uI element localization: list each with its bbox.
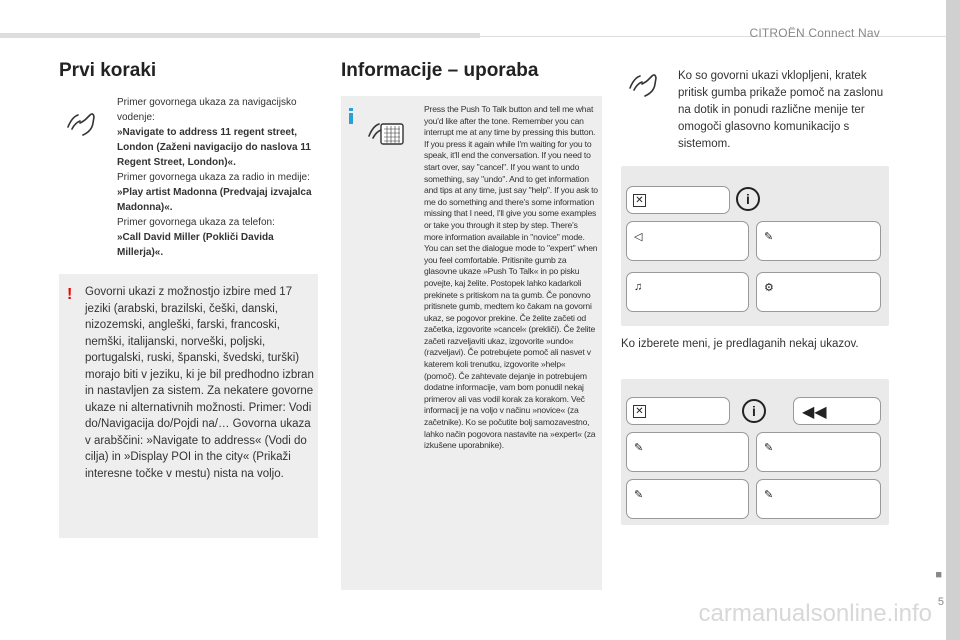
section-title-information-use: Informacije – uporaba [341,60,539,81]
info-icon[interactable]: i [742,399,766,423]
voice-help-description: Ko so govorni ukazi vklopljeni, kratek pritisk gumba prikaže pomoč na zaslonu na dotik in ponudi različne menije ter omogoči glasovno komunikacijo s sistemom. [678,70,884,150]
info-box [341,96,602,590]
menu-caption: Ko izberete meni, je predlaganih nekaj ukazov. [621,338,859,350]
pencil-icon: ✎ [764,231,774,243]
voice-command-examples [117,95,317,260]
push-to-talk-icon [62,103,98,139]
close-icon: ✕ [633,194,646,207]
close-button[interactable] [626,397,730,425]
media-menu-button[interactable] [626,272,749,312]
info-marker-icon [349,108,353,124]
edit-menu-button[interactable] [756,221,881,261]
settings-menu-button[interactable] [756,272,881,312]
info-text: Press the Push To Talk button and tell me what you'd like after the tone. Remember you can interrupt me at any time by pressing this button. If you press it again while I'm waiting for you to speak, it'll end the conversation. If you need to start over, say "cancel". If you want to undo something, say "undo". And to get information and tips at any time, just say "help". If you ask to me do something and there's some information missing that I need, I'll give you some examples or take you through it step by step. There's more information available in "novice" mode. You can set the dialogue mode to "expert" when you feel comfortable. Pritisnite gumb za glasovne ukaze »Push To Talk« in po pisku povejte, kaj želite. Postopek lahko kadarkoli prekinete s pritiskom na ta gumb. Če ponovno pritisnete gumb, medtem ko čakam na govorni ukaz, se pogovor prekine. Če želite začeti od začetka, izgovorite »cancel« (prekliči). Če želite začeti razveljaviti ukaz, izgovorite »undo« (razveljavi). Če potrebujete pomoč ali nasvet v katerem koli trenutku, izgovorite »help« (pomoč). Če zahtevate dejanje in potrebujem dodatne informacije, vam bom ponudil nekaj primerov ali vas vodil korak za korakom. Več informacij je na voljo v načinu »novice« (za začetnike). Ko se počutite bolj samozavestno, lahko način pogovora nastavite na »expert« (za izkušene uporabnike). [424,104,598,451]
page-number: 5 [937,596,944,608]
close-icon: ✕ [633,405,646,418]
warning-text: Govorni ukazi z možnostjo izbire med 17 jeziki (arabski, brazilski, češki, danski, nizozemski, angleški, farski, francoski, nemški, italijanski, norveški, poljski, portugalski, ruski, španski, švedski, turški) morajo biti v jeziku, ki je bil predhodno izbran in nastavljen za sistem. Za nekatere govorne ukaze ni alternativnih možnosti. Primer: Vodi do/Navigacija do/Pojdi na/… Govorna ukaza v arabščini: »Navigate to address« (Vodi do cilja) in »Display POI in the city« (Prikaži interesne točke v mestu) nista na voljo. [85,286,314,480]
page-edge-strip [946,0,960,640]
info-icon[interactable]: i [736,187,760,211]
watermark: carmanualsonline.info [698,600,932,627]
navigation-menu-button[interactable] [626,221,749,261]
back-icon: ◀◀ [802,404,827,421]
example-command: »Play artist Madonna (Predvajaj izvajalca Madonna)«. [117,187,312,213]
close-button[interactable] [626,186,730,214]
settings-icon: ⚙ [764,282,774,294]
side-marker: ■ [935,569,942,581]
music-note-icon: ♫ [634,281,643,293]
warning-icon: ! [67,286,73,303]
pencil-icon: ✎ [634,442,644,454]
suggestion-button[interactable] [626,479,749,519]
example-intro: Primer govornega ukaza za navigacijsko vodenje: [117,97,297,123]
command-suggestion-screen [621,379,889,525]
header-bar [0,33,480,38]
example-intro: Primer govornega ukaza za radio in medije: [117,172,310,183]
push-to-talk-icon [624,64,660,100]
example-command: »Call David Miller (Pokliči Davida Millerja)«. [117,232,274,258]
push-to-talk-icon [365,110,407,152]
pencil-icon: ✎ [764,489,774,501]
warning-box [59,274,318,538]
manual-title: CITROËN Connect Nav [749,26,880,40]
pencil-icon: ✎ [634,489,644,501]
section-title-first-steps: Prvi koraki [59,60,157,81]
back-button[interactable] [793,397,881,425]
navigation-icon: ◁ [634,231,643,243]
suggestion-button[interactable] [626,432,749,472]
suggestion-button[interactable] [756,432,881,472]
voice-help-screen [621,166,889,326]
pencil-icon: ✎ [764,442,774,454]
example-command: »Navigate to address 11 regent street, London (Zaženi navigacijo do naslova 11 Regent Street, London)«. [117,127,311,168]
example-intro: Primer govornega ukaza za telefon: [117,217,275,228]
suggestion-button[interactable] [756,479,881,519]
